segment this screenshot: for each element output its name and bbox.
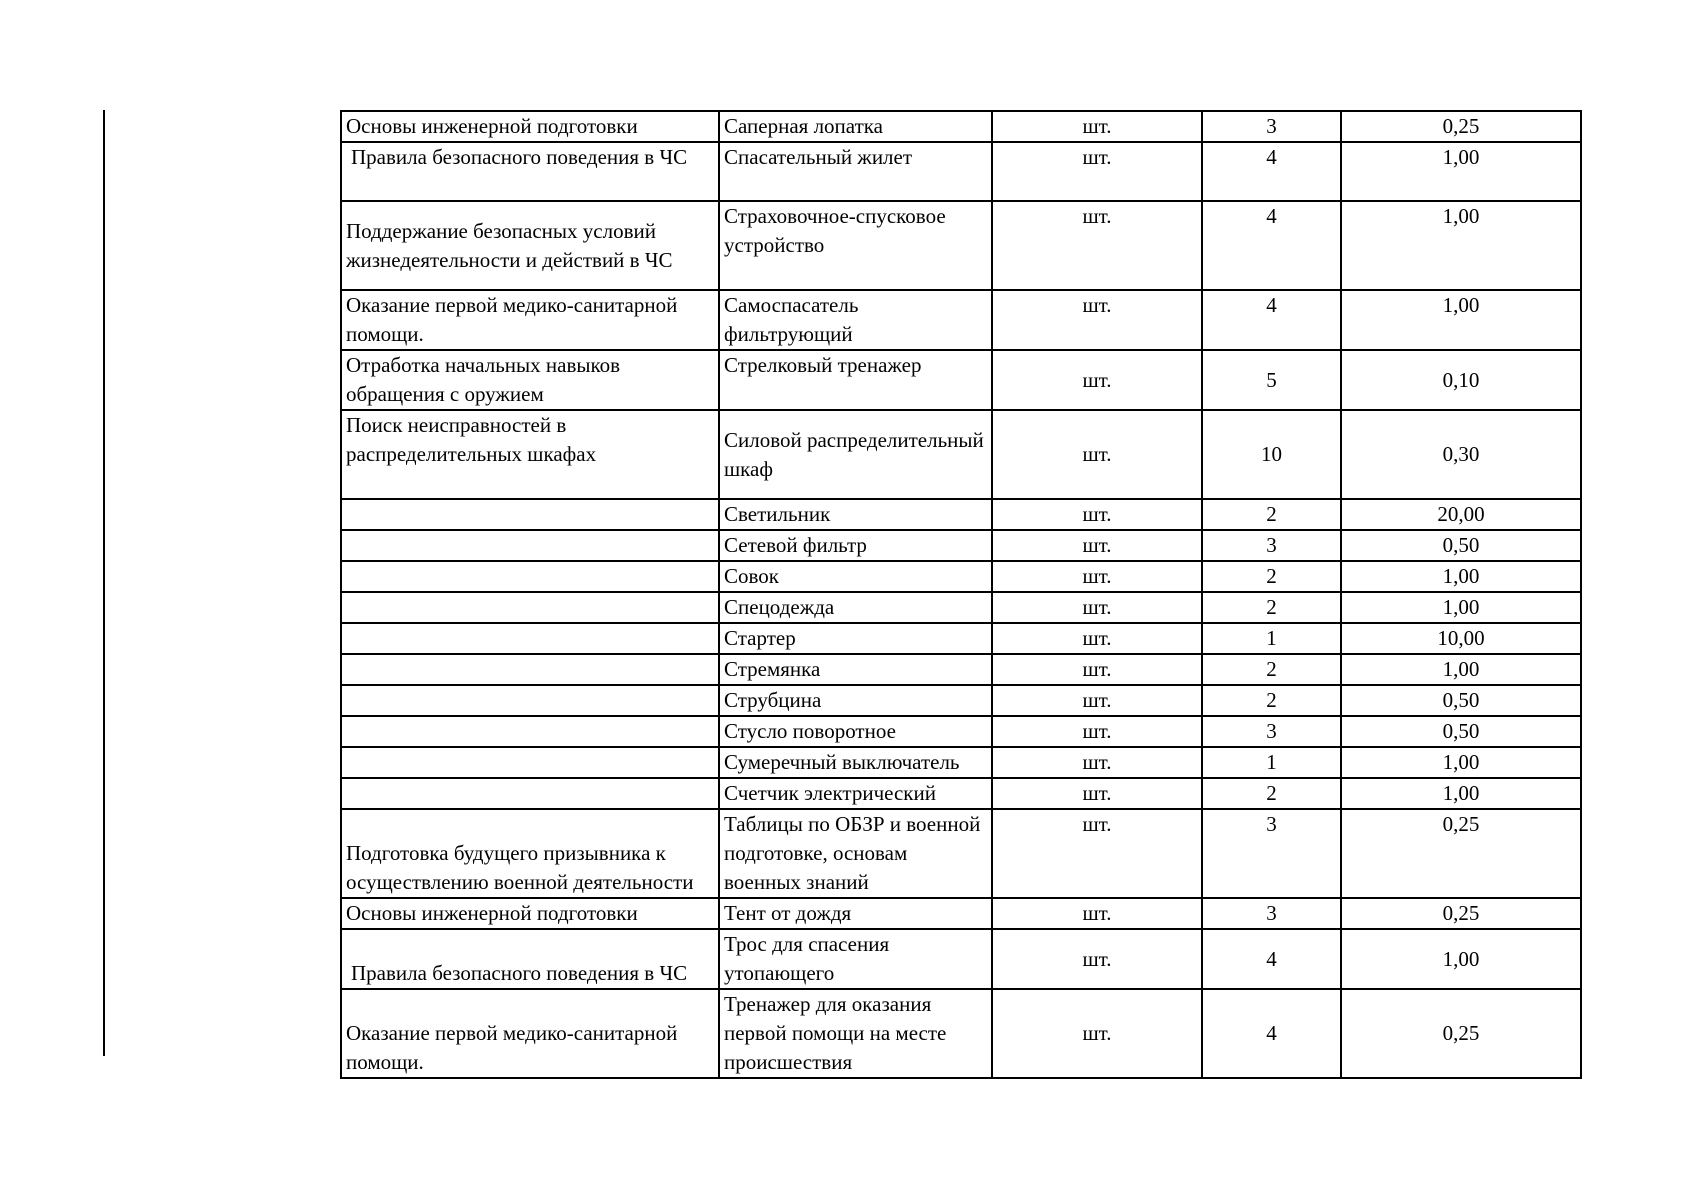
- item-cell: Самоспасатель фильтрующий: [719, 290, 992, 350]
- left-margin-line: [103, 110, 105, 1056]
- topic-cell: Основы инженерной подготовки: [341, 111, 719, 142]
- table-row: [341, 898, 1581, 929]
- table-row: [341, 989, 1581, 1078]
- price-cell: 0,50: [1341, 685, 1581, 716]
- unit-cell: шт.: [992, 350, 1202, 410]
- topic-cell: Поиск неисправностей в распределительных шкафах: [341, 410, 719, 499]
- table-row: [341, 290, 1581, 350]
- topic-cell: [341, 592, 719, 623]
- topic-cell: Основы инженерной подготовки: [341, 898, 719, 929]
- table-row: [341, 809, 1581, 898]
- table-row: [341, 685, 1581, 716]
- item-cell: Стартер: [719, 623, 992, 654]
- topic-cell: Отработка начальных навыков обращения с оружием: [341, 350, 719, 410]
- equipment-table: [340, 110, 1582, 1079]
- price-cell: 1,00: [1341, 290, 1581, 350]
- qty-cell: 4: [1202, 989, 1341, 1078]
- qty-cell: 3: [1202, 716, 1341, 747]
- item-cell: Струбцина: [719, 685, 992, 716]
- topic-cell: Оказание первой медико-санитарной помощи.: [341, 290, 719, 350]
- qty-cell: 3: [1202, 530, 1341, 561]
- price-cell: 1,00: [1341, 929, 1581, 989]
- topic-cell: [341, 716, 719, 747]
- price-cell: 1,00: [1341, 654, 1581, 685]
- unit-cell: шт.: [992, 290, 1202, 350]
- qty-cell: 3: [1202, 111, 1341, 142]
- price-cell: 0,50: [1341, 530, 1581, 561]
- price-cell: 1,00: [1341, 142, 1581, 201]
- price-cell: 0,25: [1341, 898, 1581, 929]
- item-cell: Стремянка: [719, 654, 992, 685]
- qty-cell: 4: [1202, 929, 1341, 989]
- qty-cell: 1: [1202, 623, 1341, 654]
- topic-cell: [341, 561, 719, 592]
- unit-cell: шт.: [992, 142, 1202, 201]
- item-cell: Саперная лопатка: [719, 111, 992, 142]
- table-row: [341, 561, 1581, 592]
- topic-cell: [341, 530, 719, 561]
- item-cell: Сетевой фильтр: [719, 530, 992, 561]
- topic-cell: Правила безопасного поведения в ЧС: [341, 929, 719, 989]
- price-cell: 0,25: [1341, 111, 1581, 142]
- qty-cell: 2: [1202, 499, 1341, 530]
- item-cell: Стусло поворотное: [719, 716, 992, 747]
- table-row: [341, 716, 1581, 747]
- topic-cell: [341, 623, 719, 654]
- item-cell: Стрелковый тренажер: [719, 350, 992, 410]
- unit-cell: шт.: [992, 898, 1202, 929]
- unit-cell: шт.: [992, 685, 1202, 716]
- topic-cell: [341, 685, 719, 716]
- item-cell: Силовой распределительный шкаф: [719, 410, 992, 499]
- item-cell: Спецодежда: [719, 592, 992, 623]
- qty-cell: 4: [1202, 290, 1341, 350]
- table-row: [341, 654, 1581, 685]
- qty-cell: 2: [1202, 561, 1341, 592]
- price-cell: 10,00: [1341, 623, 1581, 654]
- table-row: [341, 499, 1581, 530]
- topic-cell: [341, 499, 719, 530]
- unit-cell: шт.: [992, 410, 1202, 499]
- price-cell: 0,30: [1341, 410, 1581, 499]
- price-cell: 1,00: [1341, 561, 1581, 592]
- price-cell: 1,00: [1341, 778, 1581, 809]
- unit-cell: шт.: [992, 778, 1202, 809]
- price-cell: 1,00: [1341, 747, 1581, 778]
- topic-cell: [341, 747, 719, 778]
- unit-cell: шт.: [992, 111, 1202, 142]
- price-cell: 20,00: [1341, 499, 1581, 530]
- item-cell: Тент от дождя: [719, 898, 992, 929]
- qty-cell: 4: [1202, 201, 1341, 290]
- table-row: [341, 410, 1581, 499]
- unit-cell: шт.: [992, 716, 1202, 747]
- price-cell: 0,25: [1341, 809, 1581, 898]
- topic-cell: Оказание первой медико-санитарной помощи.: [341, 989, 719, 1078]
- price-cell: 1,00: [1341, 201, 1581, 290]
- item-cell: Сумеречный выключатель: [719, 747, 992, 778]
- qty-cell: 3: [1202, 898, 1341, 929]
- qty-cell: 2: [1202, 654, 1341, 685]
- price-cell: 0,25: [1341, 989, 1581, 1078]
- table-row: [341, 201, 1581, 290]
- unit-cell: шт.: [992, 929, 1202, 989]
- table-row: [341, 929, 1581, 989]
- item-cell: Совок: [719, 561, 992, 592]
- topic-cell: Правила безопасного поведения в ЧС: [341, 142, 719, 201]
- qty-cell: 3: [1202, 809, 1341, 898]
- table-row: [341, 111, 1581, 142]
- price-cell: 0,10: [1341, 350, 1581, 410]
- topic-cell: [341, 654, 719, 685]
- topic-cell: [341, 778, 719, 809]
- table-row: [341, 778, 1581, 809]
- topic-cell: Подготовка будущего призывника к осуществлению военной деятельности: [341, 809, 719, 898]
- item-cell: Страховочное-спусковое устройство: [719, 201, 992, 290]
- unit-cell: шт.: [992, 747, 1202, 778]
- unit-cell: шт.: [992, 499, 1202, 530]
- unit-cell: шт.: [992, 809, 1202, 898]
- qty-cell: 5: [1202, 350, 1341, 410]
- topic-cell: Поддержание безопасных условий жизнедеятельности и действий в ЧС: [341, 201, 719, 290]
- qty-cell: 1: [1202, 747, 1341, 778]
- unit-cell: шт.: [992, 623, 1202, 654]
- table-row: [341, 350, 1581, 410]
- table-row: [341, 592, 1581, 623]
- unit-cell: шт.: [992, 989, 1202, 1078]
- unit-cell: шт.: [992, 201, 1202, 290]
- table-row: [341, 623, 1581, 654]
- item-cell: Спасательный жилет: [719, 142, 992, 201]
- item-cell: Таблицы по ОБЗР и военной подготовке, основам военных знаний: [719, 809, 992, 898]
- qty-cell: 2: [1202, 778, 1341, 809]
- price-cell: 0,50: [1341, 716, 1581, 747]
- price-cell: 1,00: [1341, 592, 1581, 623]
- item-cell: Счетчик электрический: [719, 778, 992, 809]
- qty-cell: 10: [1202, 410, 1341, 499]
- qty-cell: 4: [1202, 142, 1341, 201]
- unit-cell: шт.: [992, 592, 1202, 623]
- item-cell: Трос для спасения утопающего: [719, 929, 992, 989]
- qty-cell: 2: [1202, 592, 1341, 623]
- item-cell: Тренажер для оказания первой помощи на месте происшествия: [719, 989, 992, 1078]
- table-row: [341, 747, 1581, 778]
- unit-cell: шт.: [992, 654, 1202, 685]
- item-cell: Светильник: [719, 499, 992, 530]
- table-row: [341, 142, 1581, 201]
- unit-cell: шт.: [992, 561, 1202, 592]
- qty-cell: 2: [1202, 685, 1341, 716]
- unit-cell: шт.: [992, 530, 1202, 561]
- table-row: [341, 530, 1581, 561]
